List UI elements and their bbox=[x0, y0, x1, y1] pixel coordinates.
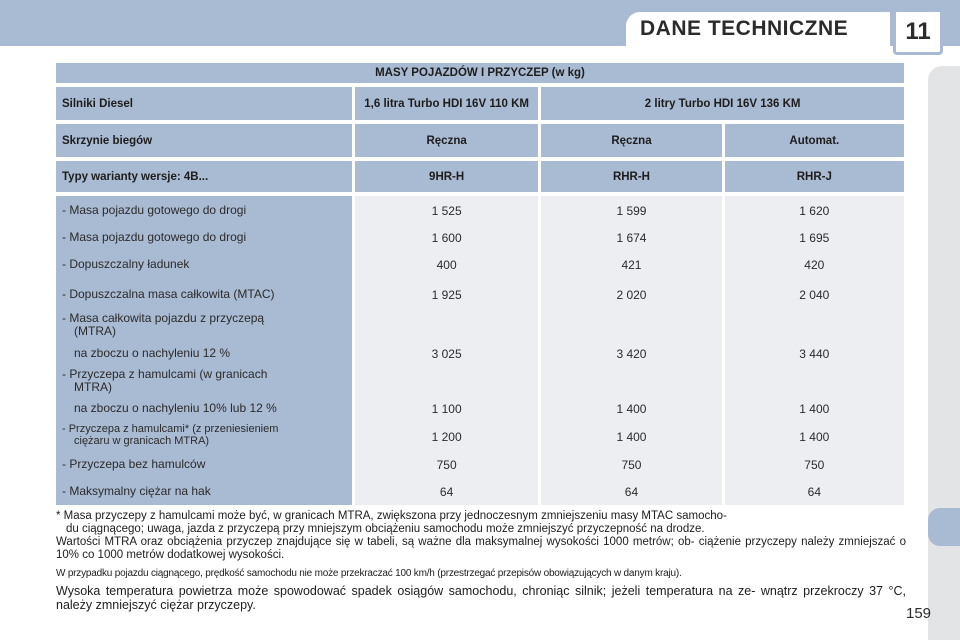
row-label: - Masa pojazdu gotowego do drogi bbox=[62, 230, 247, 244]
row-label: - Przyczepa z hamulcami* (z przeniesieniem ciężaru w granicach MTRA) bbox=[62, 423, 279, 447]
types-label: Typy warianty wersje: 4B... bbox=[56, 161, 352, 192]
engine-row bbox=[56, 87, 904, 120]
cell-value: 2 020 bbox=[616, 288, 647, 302]
value-column-2 bbox=[541, 196, 721, 505]
cell-value: 2 040 bbox=[799, 288, 830, 302]
speed-note: W przypadku pojazdu ciągnącego, prędkość samochodu nie może przekraczać 100 km/h (przestrzegać przepisów obowiązujących w danym kraju). bbox=[56, 568, 682, 579]
row-sublabel: na zboczu o nachyleniu 10% lub 12 % bbox=[74, 401, 277, 415]
chapter-number: 11 bbox=[893, 9, 943, 55]
label-column bbox=[56, 196, 352, 505]
cell-value: 1 599 bbox=[616, 204, 647, 218]
cell-value: 64 bbox=[439, 485, 454, 499]
engines-label: Silniki Diesel bbox=[56, 87, 352, 120]
cell-value: 1 674 bbox=[616, 231, 647, 245]
cell-value: 1 620 bbox=[799, 204, 830, 218]
cell-value: 420 bbox=[804, 258, 825, 272]
cell-value: 1 400 bbox=[616, 402, 647, 416]
row-label: - Przyczepa bez hamulców bbox=[62, 457, 206, 471]
row-sublabel: na zboczu o nachyleniu 12 % bbox=[74, 346, 231, 360]
cell-value: 1 200 bbox=[431, 430, 462, 444]
notes bbox=[56, 510, 906, 612]
cell-value: 1 925 bbox=[431, 288, 462, 302]
gearbox-2: Ręczna bbox=[541, 124, 721, 157]
temperature-note: Wysoka temperatura powietrza może spowodować spadek osiągów samochodu, chroniąc silnik; jeżeli temperatura na ze- wnątrz przekroczy 37 °C, należy zmniejszyć ciężar przyczepy. bbox=[56, 584, 906, 612]
type-2: RHR-H bbox=[541, 161, 721, 192]
row-label: - Masa całkowita pojazdu z przyczepą (MTRA) bbox=[62, 311, 265, 338]
engine-1: 1,6 litra Turbo HDI 16V 110 KM bbox=[355, 87, 538, 120]
types-row bbox=[56, 161, 904, 192]
cell-value: 1 400 bbox=[799, 402, 830, 416]
row-label: - Przyczepa z hamulcami (w granicach MTRA) bbox=[62, 367, 268, 394]
value-column-3 bbox=[725, 196, 904, 505]
side-tab-marker bbox=[928, 508, 960, 546]
cell-value: 1 600 bbox=[431, 231, 462, 245]
cell-value: 3 025 bbox=[431, 347, 462, 361]
gearbox-row bbox=[56, 124, 904, 157]
cell-value: 1 525 bbox=[431, 204, 462, 218]
type-1: 9HR-H bbox=[355, 161, 538, 192]
gearbox-label: Skrzynie biegów bbox=[56, 124, 352, 157]
cell-value: 64 bbox=[624, 485, 639, 499]
cell-value: 1 400 bbox=[616, 430, 647, 444]
cell-value: 3 440 bbox=[799, 347, 830, 361]
altitude-note: Wartości MTRA oraz obciążenia przyczep znajdujące się w tabeli, są ważne dla maksymalnej wysokości 1000 metrów; ob- ciążenie przyczepy należy zmniejszać o 10% co 1000 metrów dodatkowej wysokości. bbox=[56, 536, 906, 561]
page-number: 159 bbox=[906, 605, 932, 622]
cell-value: 1 400 bbox=[799, 430, 830, 444]
cell-value: 64 bbox=[807, 485, 821, 499]
side-strip bbox=[928, 66, 960, 640]
cell-value: 750 bbox=[804, 458, 825, 472]
cell-value: 1 695 bbox=[799, 231, 830, 245]
cell-value: 3 420 bbox=[616, 347, 647, 361]
engine-2: 2 litry Turbo HDI 16V 136 KM bbox=[541, 87, 904, 120]
table-title: MASY POJAZDÓW I PRZYCZEP (w kg) bbox=[56, 63, 904, 83]
footnote: * Masa przyczepy z hamulcami może być, w granicach MTRA, zwiększona przy jednoczesnym zmniejszeniu masy MTAC samocho- du ciągnącego; uwaga, jazda z przyczepą przy mniejszym obciążeniu samochodu może zmniejszyć przyczepność na drodze. bbox=[56, 510, 727, 535]
row-label: - Masa pojazdu gotowego do drogi bbox=[62, 203, 247, 217]
page-title: DANE TECHNICZNE bbox=[640, 17, 849, 40]
cell-value: 1 100 bbox=[431, 402, 462, 416]
row-label: - Maksymalny ciężar na hak bbox=[62, 484, 211, 498]
cell-value: 750 bbox=[436, 458, 457, 472]
mass-table bbox=[56, 63, 904, 505]
type-3: RHR-J bbox=[725, 161, 904, 192]
cell-value: 750 bbox=[621, 458, 642, 472]
value-column-1 bbox=[355, 196, 538, 505]
gearbox-1: Ręczna bbox=[355, 124, 538, 157]
cell-value: 421 bbox=[621, 258, 642, 272]
cell-value: 400 bbox=[436, 258, 457, 272]
table-body bbox=[56, 196, 904, 505]
row-label: - Dopuszczalny ładunek bbox=[62, 257, 190, 271]
row-label: - Dopuszczalna masa całkowita (MTAC) bbox=[62, 287, 275, 301]
gearbox-3: Automat. bbox=[725, 124, 904, 157]
